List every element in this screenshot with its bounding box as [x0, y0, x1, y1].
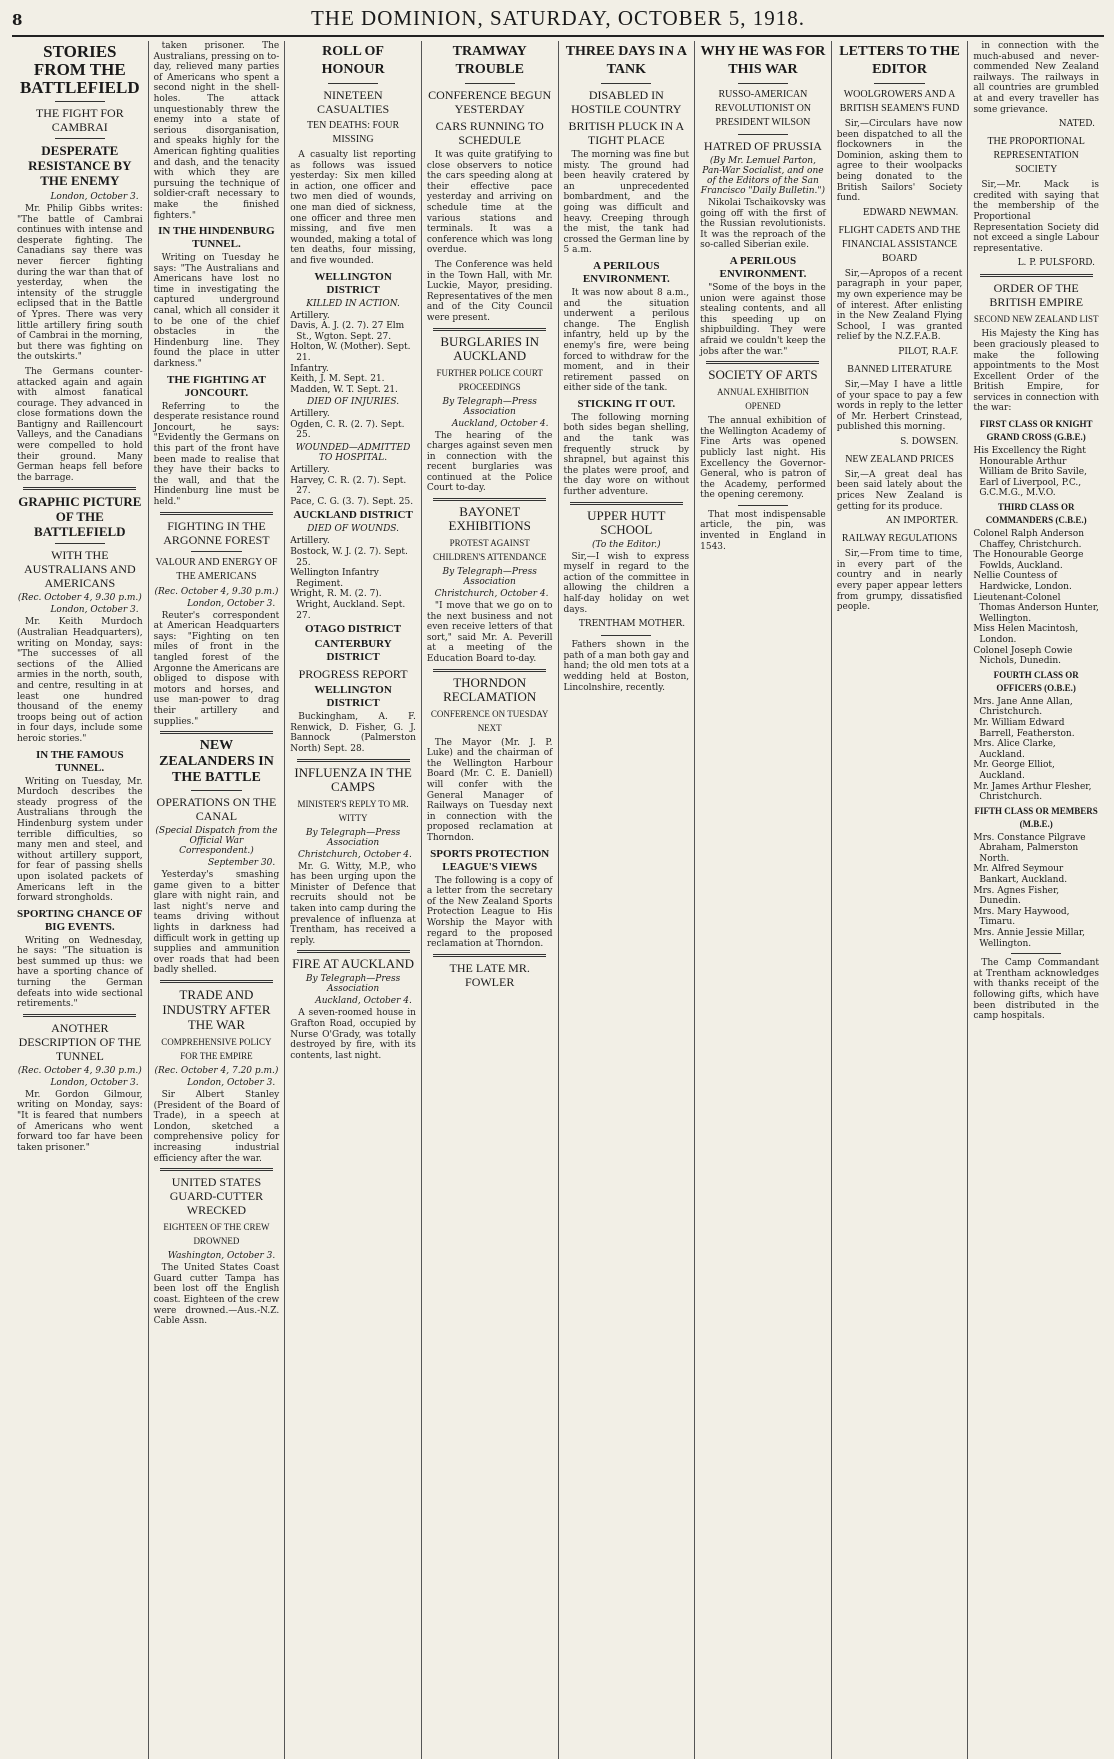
article-text: Writing on Tuesday, Mr. Murdoch describes the steady progress of the Australians through the Hindenburg system under terrible difficulties, so many men and steel, and without artillery support, for fear of passing shells upon isolated packets of Americans left in the forward strongholds.: [17, 776, 143, 904]
divider: [160, 512, 273, 515]
divider: [328, 83, 378, 84]
divider: [706, 361, 819, 364]
divider: [55, 138, 105, 139]
list-item: Artillery.: [290, 310, 330, 321]
article-text: The hearing of the charges against seven men in connection with the recent burglaries was continued at the Police Court to-day.: [426, 430, 553, 494]
casualty-list: [290, 409, 416, 441]
divider: [433, 954, 546, 957]
divider: [297, 759, 410, 762]
article-text: Nikolai Tschaikovsky was going off with the first of the Russian revolutionists. It was the reproach of the so-called Siberian exile.: [700, 198, 826, 251]
divider: [433, 669, 546, 672]
article-text: Fathers shown in the path of a man both gay and hand; the old men tots at a wedding held at Boston, Lincolnshire, recently.: [563, 640, 690, 693]
divider: [1011, 953, 1061, 954]
subhead-valour: VALOUR AND ENERGY OF THE AMERICANS: [155, 556, 278, 582]
letter-text: Sir,—Apropos of a recent paragraph in your paper, my own experience may be of interest. After enlisting in the New Zealand Flying School, I was granted relief by the N.Z.F.A.B.: [836, 268, 963, 343]
subhead-conference-tuesday: CONFERENCE ON TUESDAY NEXT: [430, 708, 549, 733]
source-note: (Special Dispatch from the Official War Correspondent.): [155, 826, 278, 857]
district-head: CANTERBURY DISTRICT: [314, 638, 392, 664]
subhead-british-pluck: BRITISH PLUCK IN A TIGHT PLACE: [568, 119, 685, 147]
headline-society-of-arts: SOCIETY OF ARTS: [708, 367, 818, 383]
byline: (By Mr. Lemuel Parton, Pan-War Socialist, and one of the Editors of the San Francisco "Daily Bulletin."): [700, 156, 826, 196]
dateline: Christchurch, October 4.: [297, 849, 412, 860]
subhead-ten-deaths: TEN DEATHS: FOUR MISSING: [306, 120, 400, 145]
article-text: It was now about 8 a.m., and the situation underwent a perilous change. The English infantry, held up by the enemy's fire, were being forced to withdraw for the moment, and in their retirement passed on either side of the tank.: [563, 287, 690, 394]
section-head-perilous: A PERILOUS ENVIRONMENT.: [582, 259, 670, 285]
district-head: OTAGO DISTRICT: [305, 623, 402, 636]
divider: [570, 502, 683, 505]
honours-list: [973, 446, 1099, 499]
divider: [191, 551, 241, 552]
headline-progress-report: PROGRESS REPORT: [298, 667, 408, 682]
list-item: The Honourable George Fowlds, Auckland.: [973, 550, 1084, 571]
article-text: It was quite gratifying to close observers to notice the cars speeding along at their effective pace yesterday and arriving on schedule time at the various stations and terminals. It was a conference which was long overdue.: [426, 150, 553, 256]
subhead-second-list: SECOND NEW ZEALAND LIST: [973, 314, 1099, 325]
list-item: Artillery.: [290, 465, 330, 476]
article-text: Mr. Gordon Gilmour, writing on Monday, says: "It is feared that numbers of Americans who went forward too far have been taken prisoner.": [17, 1089, 143, 1153]
district-head: WELLINGTON DISTRICT: [314, 270, 392, 296]
list-item: Mr. Alfred Seymour Bankart, Auckland.: [973, 864, 1068, 886]
headline-guard-cutter: UNITED STATES GUARD-CUTTER WRECKED: [169, 1175, 264, 1218]
article-text: The Conference was held in the Town Hall, with Mr. Luckie, Mayor, presiding. Representatives of the men and of the City Council were present.: [426, 259, 553, 323]
subhead-australians-americans: WITH THE AUSTRALIANS AND AMERICANS: [23, 548, 136, 591]
article-text: The following is a copy of a letter from the secretary of the New Zealand Sports Protection League to His Worship the Mayor with regard to the proposed reclamation at Thorndon.: [426, 875, 553, 950]
divider: [297, 950, 410, 953]
article-text: Mr. Philip Gibbs writes: "The battle of Cambrai continues with intense and desperate fighting. The Canadians say there was never fiercer fighting during the war than that of yesterday, when the intensity of the struggle eclipsed that in the Battle of Ypres. There was very little artillery firing south of Cambrai in the morning, but there was fighting on the outskirts.": [17, 204, 143, 363]
subhead-hatred-prussia: HATRED OF PRUSSIA: [703, 139, 822, 153]
subhead-nineteen-casualties: NINETEEN CASUALTIES: [316, 88, 390, 116]
list-item: Davis, A. J. (2. 7). 27 Elm St., Wgton. Sept. 27.: [290, 321, 405, 342]
headline-late-mr-fowler: THE LATE MR. FOWLER: [449, 960, 530, 989]
article-text: Sir Albert Stanley (President of the Board of Trade), in a speech at London, sketched a comprehensive policy for increasing industrial efficiency after the war.: [153, 1090, 280, 1164]
divider: [465, 83, 515, 84]
list-item: Artillery.: [290, 536, 330, 547]
headline-new-zealanders: NEW ZEALANDERS IN THE BATTLE: [159, 738, 274, 786]
headline-order-empire: ORDER OF THE BRITISH EMPIRE: [989, 281, 1084, 310]
column-6: [695, 41, 832, 1759]
list-item: Ogden, C. R. (2. 7). Sept. 25.: [290, 419, 405, 441]
received-note: (Rec. October 4, 9.30 p.m.): [17, 1065, 142, 1076]
article-text: Mr. G. Witty, M.P., who has been urging upon the Minister of Defence that recruits should not be taken into camp during the prevalence of influenza at Trentham, has received a reply.: [290, 861, 416, 946]
subhead-conference: CONFERENCE BEGUN YESTERDAY: [428, 88, 552, 116]
subhead-disabled: DISABLED IN HOSTILE COUNTRY: [571, 88, 682, 116]
dateline: Washington, October 3.: [167, 1251, 276, 1262]
casualty-list: [290, 311, 416, 396]
article-text: His Majesty the King has been graciously pleased to make the following appointments to the Most Excellent Order of the British Empire, for services in connection with the war:: [973, 329, 1099, 414]
section-head-famous-tunnel: IN THE FAMOUS TUNNEL.: [36, 748, 124, 774]
article-text: The morning was fine but misty. The ground had been heavily cratered by an unprecedented bombardment, and the going was difficult and heavy. Creeping through the mist, the tank had crossed the German line by 5 a.m.: [563, 150, 690, 256]
masthead: [12, 6, 1104, 37]
letter-title-banned: BANNED LITERATURE: [847, 363, 952, 375]
casualty-list: [290, 465, 416, 507]
source-note: By Telegraph—Press Association: [305, 827, 401, 848]
received-note: (Rec. October 4, 7.20 p.m.): [154, 1066, 279, 1077]
list-item: Harvey, C. R. (2. 7). Sept. 27.: [290, 475, 407, 497]
divider: [433, 498, 546, 501]
letter-text: Sir,—A great deal has been said lately about the prices New Zealand is getting for its produce.: [836, 469, 963, 512]
honours-class-head: FIRST CLASS OR KNIGHT GRAND CROSS (G.B.E.): [979, 419, 1093, 443]
letter-note: (To the Editor.): [592, 539, 661, 550]
received-note: (Rec. October 4, 9.30 p.m.): [154, 586, 279, 597]
list-item: Holton, W. (Mother). Sept. 21.: [290, 342, 411, 363]
letter-text: Sir,—I wish to express myself in regard to the action of the committee in allowing the children a half-day holiday on wet days.: [563, 551, 690, 615]
list-item: Pace, C. G. (3. 7). Sept. 25.: [290, 496, 414, 507]
article-text: The United States Coast Guard cutter Tampa has been lost off the English coast. Eighteen of the crew were drowned.—Aus.-N.Z. Cable Assn.: [153, 1263, 280, 1327]
article-text: taken prisoner. The Australians, pressing on to-day, relieved many parties of Americans who spent a second night in the shell-holes. The attack unquestionably threw the enemy into a state of serious disorganisation, and speaks highly for the American fighting qualities and dash, and the tenacity with which they are pursuing the technique of soldier-craft necessary to make the finished fighters.": [153, 41, 280, 221]
list-item: Lieutenant-Colonel Thomas Anderson Hunter, Wellington.: [973, 592, 1099, 624]
divider: [601, 83, 651, 84]
honours-class-head: FIFTH CLASS OR MEMBERS (M.B.E.): [974, 805, 1098, 829]
list-item: Keith, J. M. Sept. 21.: [290, 374, 385, 385]
dateline: London, October 3.: [50, 1077, 139, 1088]
list-item: Artillery.: [290, 409, 330, 420]
page-number: 8: [12, 11, 23, 29]
divider: [160, 1168, 273, 1171]
article-text: The Camp Commandant at Trentham acknowledges with thanks receipt of the following gifts, which have been distributed in the camp hospitals.: [973, 958, 1099, 1022]
section-head-hindenburg-tunnel: IN THE HINDENBURG TUNNEL.: [158, 225, 275, 251]
headline-upper-hutt: UPPER HUTT SCHOOL: [587, 507, 666, 537]
article-text: "Some of the boys in the union were against those stealing contents, and all this speeding up on shipbuilding. They were afraid we couldn't keep the jobs after the war.": [700, 282, 826, 357]
list-item: Bostock, W. J. (2. 7). Sept. 25.: [290, 547, 408, 568]
list-item: Mr. William Edward Barrell, Featherston.: [973, 717, 1075, 739]
list-item: Wellington Infantry Regiment.: [290, 568, 379, 589]
list-item: Infantry.: [290, 363, 329, 374]
headline-influenza: INFLUENZA IN THE CAMPS: [294, 764, 412, 794]
letter-title-railway: RAILWAY REGULATIONS: [841, 533, 958, 545]
section-head-joncourt: THE FIGHTING AT JONCOURT.: [167, 373, 266, 399]
headline-burglaries: BURGLARIES IN AUCKLAND: [440, 333, 539, 363]
divider: [23, 487, 136, 490]
dateline: Christchurch, October 4.: [434, 589, 549, 600]
article-text: Buckingham, A. F. Renwick, D. Fisher, G. J. Bannock (Palmerston North) Sept. 28.: [290, 712, 416, 754]
headline-bayonet: BAYONET EXHIBITIONS: [448, 504, 531, 534]
subhead-protest: PROTEST AGAINST CHILDREN'S ATTENDANCE: [433, 538, 547, 563]
headline-battlefield: STORIES FROM THE BATTLEFIELD: [19, 42, 140, 97]
divider: [55, 101, 105, 102]
list-item: Colonel Joseph Cowie Nichols, Dunedin.: [973, 645, 1073, 667]
district-head: WELLINGTON DISTRICT: [314, 684, 392, 710]
headline-letters: LETTERS TO THE EDITOR: [839, 44, 960, 77]
list-item: Nellie Countess of Hardwicke, London.: [973, 571, 1072, 592]
list-item: His Excellency the Right Honourable Arthur William de Brito Savile, Earl of Liverpool, P.C., G.C.M.G., M.V.O.: [973, 446, 1087, 499]
honours-class-head: FOURTH CLASS OR OFFICERS (O.B.E.): [993, 669, 1079, 693]
letter-title-woolgrowers: WOOLGROWERS AND A BRITISH SEAMEN'S FUND: [839, 89, 960, 114]
section-head-perilous: A PERILOUS ENVIRONMENT.: [719, 254, 807, 280]
honours-list: [973, 833, 1099, 950]
headline-graphic-picture: GRAPHIC PICTURE OF THE BATTLEFIELD: [18, 494, 142, 540]
subhead-annual-exhibition: ANNUAL EXHIBITION OPENED: [716, 387, 809, 412]
source-note: By Telegraph—Press Association: [305, 974, 401, 995]
headline-thorndon: THORNDON RECLAMATION: [443, 674, 537, 704]
divider: [160, 980, 273, 983]
honours-list: [973, 697, 1099, 803]
list-item: Wright, R. M. (2. 7). Wright, Auckland. Sept. 27.: [290, 589, 406, 621]
letter-signature: PILOT, R.A.F.: [898, 346, 959, 357]
letter-signature: TRENTHAM MOTHER.: [578, 619, 686, 630]
list-item: Colonel Ralph Anderson Chaffey, Christchurch.: [973, 529, 1085, 550]
district-head: AUCKLAND DISTRICT: [293, 509, 413, 522]
headline-roll-of-honour: ROLL OF HONOUR: [321, 44, 385, 77]
section-head-sporting-chance: SPORTING CHANCE OF BIG EVENTS.: [17, 907, 143, 933]
letter-signature: AN IMPORTER.: [886, 516, 959, 527]
dateline: Auckland, October 4.: [315, 996, 412, 1007]
article-text: "I move that we go on to the next business and not even receive letters of that sort," said Mr. A. Peverill at a meeting of the Education Board to-day.: [426, 601, 553, 665]
divider: [601, 635, 651, 636]
list-item: Mrs. Agnes Fisher, Dunedin.: [973, 885, 1060, 907]
divider: [433, 328, 546, 331]
subhead-crew-drowned: EIGHTEEN OF THE CREW DROWNED: [163, 1222, 270, 1247]
column-7: [832, 41, 969, 1759]
newspaper-title: THE DOMINION, SATURDAY, OCTOBER 5, 1918.: [310, 6, 806, 30]
list-item: Mrs. Jane Anne Allan, Christchurch.: [973, 696, 1073, 718]
letter-signature: EDWARD NEWMAN.: [862, 207, 959, 218]
category-head: DIED OF INJURIES.: [306, 397, 400, 408]
column-1: [12, 41, 149, 1759]
article-text: That most indispensable article, the pin, was invented in England in 1543.: [700, 509, 826, 552]
letter-text: Sir,—Mr. Mack is credited with saying that the membership of the Proportional Representation Society did not exceed a single Labour representative.: [973, 180, 1099, 254]
divider: [55, 543, 105, 544]
divider: [738, 505, 788, 506]
subhead-fight-for-cambrai: THE FIGHT FOR CAMBRAI: [35, 106, 124, 134]
list-item: Mrs. Mary Haywood, Timaru.: [973, 906, 1070, 928]
subhead-empire-policy: COMPREHENSIVE POLICY FOR THE EMPIRE: [161, 1037, 272, 1062]
list-item: Madden, W. T. Sept. 21.: [290, 384, 398, 395]
honours-class-head: THIRD CLASS OR COMMANDERS (C.B.E.): [985, 502, 1087, 526]
section-head-sticking: STICKING IT OUT.: [577, 397, 676, 410]
article-text: The Germans counter-attacked again and again with almost fanatical courage. They advanced in close formations down the Bantigny and Raillencourt Valleys, and the Canadians were compelled to hold their ground. Many German heaps fell before the barrage.: [17, 366, 143, 483]
source-note: By Telegraph—Press Association: [442, 396, 537, 417]
list-item: Mrs. Constance Pilgrave Abraham, Palmerston North.: [973, 832, 1086, 864]
dateline: London, October 3.: [187, 598, 276, 609]
list-item: Mr. James Arthur Flesher, Christchurch.: [973, 781, 1092, 803]
section-head-sports-league: SPORTS PROTECTION LEAGUE'S VIEWS: [430, 847, 550, 873]
divider: [191, 790, 241, 791]
article-text: The following morning both sides began shelling, and the tank was frequently struck by shrapnel, but against this the plates were proof, and the day wore on without further adventure.: [563, 412, 690, 498]
article-text: Yesterday's smashing game given to a bitter glare with night rain, and last night's nerve and teams driving without lights in darkness had difficult work in getting up supplies and ammunition over roads that had been badly shelled.: [153, 870, 280, 976]
article-text: A seven-roomed house in Grafton Road, occupied by Nurse O'Grady, was totally destroyed by fire, with its contents, last night.: [290, 1008, 416, 1061]
headline-fire-auckland: FIRE AT AUCKLAND: [292, 956, 414, 972]
article-text: Referring to the desperate resistance round Joncourt, he says: "Evidently the Germans on this part of the front have been made to realise that they have their backs to the wall, and that the Hindenburg line must be held.": [153, 401, 280, 507]
letter-title-flight-cadets: FLIGHT CADETS AND THE FINANCIAL ASSISTANCE BOARD: [838, 224, 961, 264]
letter-text: Sir,—May I have a little of your space to pay a few words in reply to the letter of Mr. Herbert Crinstead, published this morning.: [836, 379, 963, 433]
article-text: The annual exhibition of the Wellington Academy of Fine Arts was opened publicly last night. His Excellency the Governor-General, who is patron of the Academy, performed the opening ceremony.: [700, 416, 826, 501]
letter-title-prices: NEW ZEALAND PRICES: [845, 453, 954, 465]
divider: [23, 1014, 136, 1017]
columns: [12, 41, 1104, 1759]
subhead-desperate-resistance: DESPERATE RESISTANCE BY THE ENEMY: [28, 143, 132, 188]
letter-text: Sir,—Circulars have now been dispatched to all the flockowners in the Dominion, asking them to agree to their woolpacks being donated to the British Sailors' Society fund.: [836, 119, 963, 204]
category-head: DIED OF WOUNDS.: [307, 524, 400, 535]
letter-text: Sir,—From time to time, in every part of the country and in nearly every paper appear letters from grumpy, dissatisfied people.: [836, 549, 963, 613]
headline-trade-industry: TRADE AND INDUSTRY AFTER THE WAR: [162, 987, 271, 1033]
divider: [738, 83, 788, 84]
column-4: [422, 41, 559, 1759]
dateline: Auckland, October 4.: [451, 418, 549, 429]
divider: [980, 274, 1093, 277]
column-3: [285, 41, 422, 1759]
subhead-minister-reply: MINISTER'S REPLY TO MR. WITTY: [297, 798, 409, 823]
subhead-police-court: FURTHER POLICE COURT PROCEEDINGS: [436, 367, 543, 392]
headline-another-description: ANOTHER DESCRIPTION OF THE TUNNEL: [18, 1020, 142, 1063]
letter-signature: L. P. PULSFORD.: [1017, 258, 1095, 269]
column-2: [149, 41, 286, 1759]
list-item: Mr. George Elliot, Auckland.: [973, 760, 1055, 781]
subhead-canal: OPERATIONS ON THE CANAL: [156, 795, 277, 824]
article-text: Writing on Tuesday he says: "The Australians and Americans have lost no time in investigating the captured underground canal, which all consider it to be one of the chief obstacles in the Hindenburg line. They found the place in utter darkness.": [153, 253, 280, 370]
column-5: [559, 41, 696, 1759]
column-8: [968, 41, 1104, 1759]
article-text: Writing on Wednesday, he says: "The situation is best summed up thus: we have a sporting chance of turning the German defeats into wide sectional retirements.": [17, 935, 143, 1010]
source-note: By Telegraph—Press Association: [442, 567, 537, 588]
letter-signature: S. DOWSEN.: [900, 436, 959, 447]
category-head: WOUNDED—ADMITTED TO HOSPITAL.: [295, 443, 411, 464]
dateline: September 30.: [207, 858, 276, 869]
letter-signature: NATED.: [1058, 119, 1095, 130]
letter-title-proportional: THE PROPORTIONAL REPRESENTATION SOCIETY: [987, 136, 1085, 176]
headline-three-days-tank: THREE DAYS IN A TANK: [565, 44, 687, 77]
list-item: Miss Helen Macintosh, London.: [973, 624, 1079, 645]
divider: [160, 731, 273, 734]
list-item: Mrs. Alice Clarke, Auckland.: [973, 739, 1056, 760]
dateline: London, October 3.: [187, 1078, 276, 1089]
headline-tramway: TRAMWAY TROUBLE: [452, 44, 527, 77]
casualty-list: [290, 536, 416, 621]
article-text: Mr. Keith Murdoch (Australian Headquarters), writing on Monday, says: "The successes of all sections of the Allied armies in the north, south, and centre, resulting in at least one hundred thousand of the enemy troops being out of action in four days, include some heroic stories.": [17, 617, 143, 744]
dateline: London, October 3.: [50, 192, 139, 202]
honours-list: [973, 529, 1099, 667]
category-head: KILLED IN ACTION.: [306, 298, 400, 309]
divider: [738, 134, 788, 135]
article-text: The Mayor (Mr. J. P. Luke) and the chairman of the Wellington Harbour Board (Mr. C. E. Daniell) will confer with the General Manager of Railways on Tuesday next in connection with the proposed reclamation at Thorndon.: [426, 737, 553, 843]
headline-why-for-war: WHY HE WAS FOR THIS WAR: [700, 44, 826, 77]
divider: [874, 83, 924, 84]
article-text: Reuter's correspondent at American Headquarters says: "Fighting on ten miles of front in the tangled forest of the Argonne the Americans are obliged to dispose with motors and horses, and use man-power to drag their artillery and supplies.": [153, 610, 280, 727]
received-note: (Rec. October 4, 9.30 p.m.): [17, 593, 142, 604]
article-text: A casualty list reporting as follows was issued yesterday: Six men killed in action, one officer and two men died of wounds, one man died of sickness, one officer and three men missing, and five men wounded, making a total of ten deaths, four missing, and five wounded.: [290, 150, 416, 266]
list-item: Mrs. Annie Jessie Millar, Wellington.: [973, 928, 1086, 949]
subhead-revolutionist: RUSSO-AMERICAN REVOLUTIONIST ON PRESIDENT WILSON: [714, 89, 812, 128]
headline-argonne: FIGHTING IN THE ARGONNE FOREST: [163, 518, 270, 547]
dateline: London, October 3.: [50, 605, 139, 616]
subhead-cars-running: CARS RUNNING TO SCHEDULE: [435, 119, 544, 147]
letter-text: in connection with the much-abused and never-commended New Zealand railways. The railways in all countries are grumbled at and every traveller has some grievance.: [973, 41, 1099, 115]
